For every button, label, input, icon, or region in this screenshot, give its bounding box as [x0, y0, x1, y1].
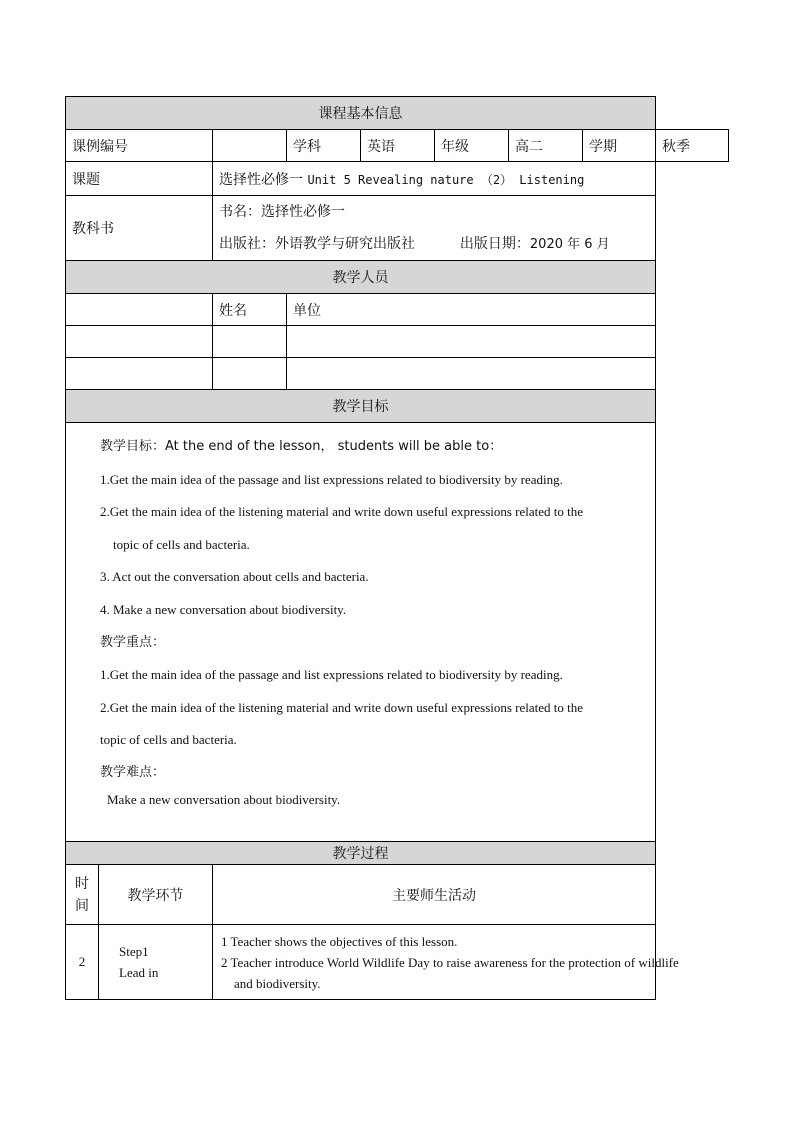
document-page [65, 96, 729, 1000]
term-label: 学期 [583, 130, 656, 162]
key-point-item: 1.Get the main idea of the passage and list expressions related to biodiversity by reading. [100, 667, 563, 683]
objectives-body [66, 423, 656, 842]
process-title: 教学过程 [332, 846, 389, 862]
subject-value: 英语 [361, 130, 435, 162]
activity-line: 1 Teacher shows the objectives of this lesson. [221, 933, 458, 949]
key-point-item: 2.Get the main idea of the listening material and write down useful expressions related to the [100, 699, 584, 715]
objective-item: 4. Make a new conversation about biodiversity. [100, 601, 347, 617]
topic-en: Unit 5 Revealing nature （2） Listening [307, 172, 585, 187]
staff-name-header: 姓名 [213, 294, 287, 326]
activity-line-continued: and biodiversity. [234, 975, 321, 991]
process-stage [99, 925, 213, 1000]
difficult-points-heading: 教学难点： [100, 764, 166, 780]
course-id-value [213, 130, 287, 162]
publisher: 出版社：外语教学与研究出版社 [219, 236, 415, 252]
staff-unit-header: 单位 [287, 294, 656, 326]
objective-item: 1.Get the main idea of the passage and list expressions related to biodiversity by reading. [100, 471, 563, 487]
section-process-header [66, 842, 656, 865]
stage-step: Step1 [119, 944, 149, 959]
pub-date-value: 2020 年 6 月 [529, 237, 610, 252]
book-name: 书名：选择性必修一 [219, 204, 345, 220]
topic-label: 课题 [66, 162, 213, 196]
pub-date-label: 出版日期： [459, 236, 530, 252]
key-point-item-continued: topic of cells and bacteria. [100, 732, 237, 748]
process-time: 2 [66, 925, 99, 1000]
objective-item-continued: topic of cells and bacteria. [113, 536, 250, 552]
objectives-intro: 教学目标：At the end of the lesson， students will be able to： [100, 439, 503, 454]
activity-column-header: 主要师生活动 [213, 865, 656, 925]
objective-item: 3. Act out the conversation about cells and bacteria. [100, 569, 369, 585]
difficult-point-item: Make a new conversation about biodiversity. [107, 791, 341, 807]
staff-row [66, 326, 729, 358]
topic-cn: 选择性必修一 [219, 171, 303, 188]
staff-name-cell [213, 358, 287, 390]
grade-value: 高二 [509, 130, 583, 162]
process-activity [213, 925, 679, 1000]
lesson-plan-table [65, 96, 729, 1000]
textbook-label: 教科书 [66, 196, 213, 261]
time-column-header: 时 间 [66, 865, 99, 925]
course-id-label: 课例编号 [66, 130, 213, 162]
staff-unit-cell [287, 358, 656, 390]
staff-unit-cell [287, 326, 656, 358]
subject-label: 学科 [287, 130, 361, 162]
textbook-value [213, 196, 656, 261]
staff-role-header [66, 294, 213, 326]
stage-column-header: 教学环节 [99, 865, 213, 925]
staff-role-cell [66, 358, 213, 390]
section-objectives-header: 教学目标 [66, 390, 656, 423]
term-value: 秋季 [656, 130, 729, 162]
objective-item: 2.Get the main idea of the listening material and write down useful expressions related to the [100, 504, 584, 520]
key-points-heading: 教学重点： [100, 634, 166, 650]
topic-value [213, 162, 656, 196]
staff-role-cell [66, 326, 213, 358]
section-basic-info-header: 课程基本信息 [66, 97, 656, 130]
process-row [66, 925, 729, 1000]
grade-label: 年级 [435, 130, 509, 162]
activity-line: 2 Teacher introduce World Wildlife Day to raise awareness for the protection of wildlife [221, 954, 679, 970]
publisher-line [219, 228, 655, 260]
staff-row [66, 358, 729, 390]
stage-name: Lead in [119, 965, 159, 980]
section-staff-header: 教学人员 [66, 261, 656, 294]
staff-name-cell [213, 326, 287, 358]
